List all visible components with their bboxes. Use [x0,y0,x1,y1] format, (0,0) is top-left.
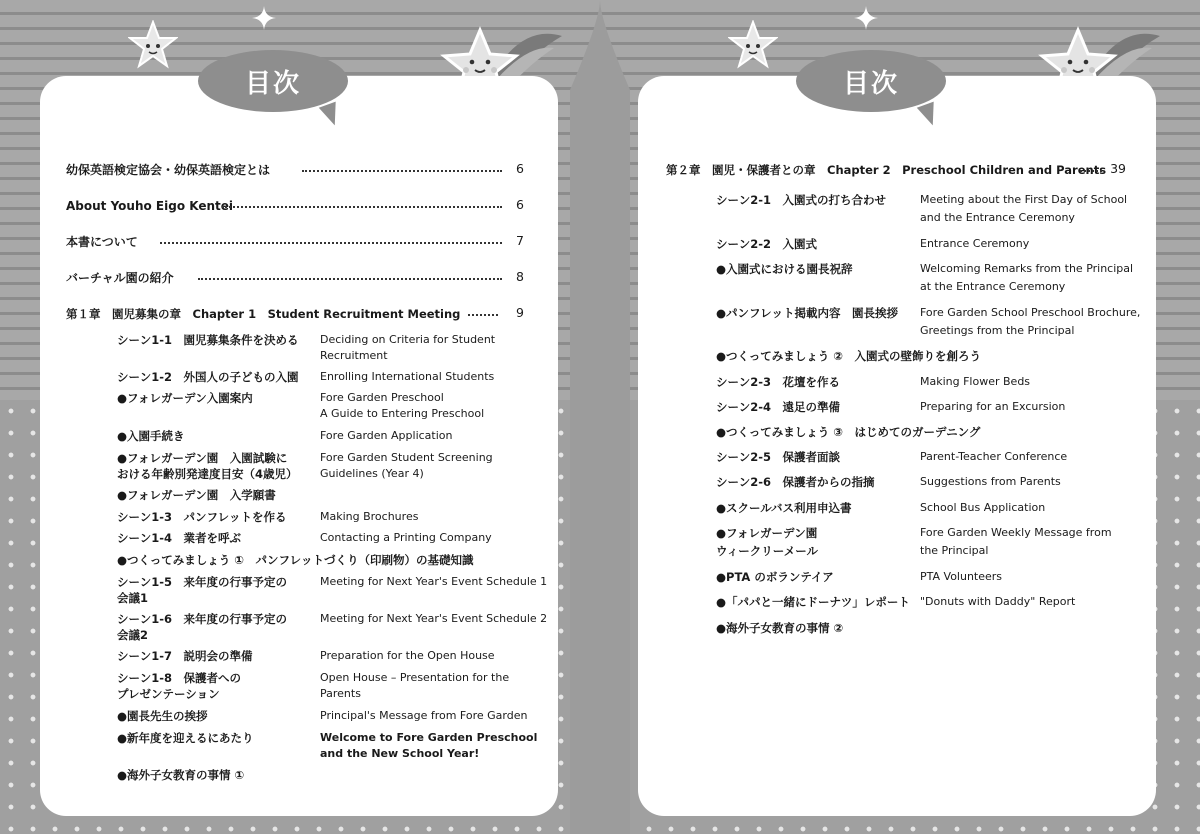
toc-item-en: Welcome to Fore Garden Preschool [320,731,538,744]
page-number: 39 [1110,161,1126,176]
page-number: 6 [516,161,524,176]
toc-item-en: Suggestions from Parents [920,475,1061,488]
toc-item-ja: ●PTA のボランテイア [716,570,834,584]
toc-item-ja: シーン1-4 業者を呼ぶ [117,531,242,545]
toc-item-ja: シーン1-7 説明会の準備 [117,649,253,663]
toc-item-ja: ●入園手続き [117,429,185,443]
toc-item-ja: ウィークリーメール [716,544,819,558]
toc-item-en: Meeting for Next Year's Event Schedule 2 [320,612,548,625]
leader-dots [1080,170,1102,172]
leader-dots [468,314,498,316]
toc-item-en: Recruitment [320,349,388,362]
left-heading-bubble: 目次 [198,50,348,112]
toc-item-ja: ●つくってみましょう ② 入園式の壁飾りを創ろう [716,349,982,363]
page-number: 6 [516,197,524,212]
toc-item-ja: ●「パパと一緒にドーナツ」レポート [716,595,910,609]
toc-item-en: "Donuts with Daddy" Report [920,595,1076,608]
toc-item-ja: ●フォレガーデン園 入園試験に [117,451,288,465]
toc-item-ja: ●フォレガーデン入園案内 [117,391,253,405]
toc-item-ja: ●海外子女教育の事情 ② [716,621,844,635]
toc-item-ja: シーン2-1 入園式の打ち合わせ [716,193,887,207]
right-heading-bubble: 目次 [796,50,946,112]
toc-item-en: and the Entrance Ceremony [920,211,1075,224]
toc-item-en: Enrolling International Students [320,370,495,383]
toc-item-ja: おける年齢別発達度目安（4歳児） [117,467,298,481]
toc-item-ja: シーン1-8 保護者への [117,671,242,685]
toc-item-ja: シーン1-6 来年度の行事予定の [117,612,288,626]
center-tent-decoration [570,0,630,834]
page-number: 8 [516,269,524,284]
toc-item-ja: 会議2 [117,628,149,642]
sparkle-icon [252,6,276,30]
toc-item-ja: 会議1 [117,591,149,605]
toc-item-en: Making Flower Beds [920,375,1031,388]
toc-item-en: Preparing for an Excursion [920,400,1066,413]
toc-item-ja: ●園長先生の挨拶 [117,709,208,723]
toc-main-entry: 本書について [66,235,138,249]
toc-item-en: Contacting a Printing Company [320,531,492,544]
toc-item-ja: ●新年度を迎えるにあたり [117,731,254,745]
right-page-panel [638,76,1156,816]
small-star-character-icon [728,20,778,70]
toc-item-ja: ●つくってみましょう ① パンフレットづくり（印刷物）の基礎知識 [117,553,474,567]
toc-item-ja: シーン2-6 保護者からの指摘 [716,475,875,489]
left-page-panel [40,76,558,816]
leader-dots [222,206,502,208]
toc-main-entry: 幼保英語検定協会・幼保英語検定とは [66,163,271,177]
toc-item-en: and the New School Year! [320,747,480,760]
toc-item-ja: プレゼンテーション [117,687,220,701]
toc-item-ja: シーン1-1 園児募集条件を決める [117,333,299,347]
toc-item-ja: ●つくってみましょう ③ はじめてのガーデニング [716,425,981,439]
toc-item-en: the Principal [920,544,989,557]
toc-item-en: Parent-Teacher Conference [920,450,1068,463]
toc-item-ja: ●フォレガーデン園 [716,526,818,540]
toc-item-en: Open House – Presentation for the [320,671,510,684]
toc-item-ja: シーン2-3 花壇を作る [716,375,841,389]
toc-item-en: Making Brochures [320,510,419,523]
toc-item-ja: ●海外子女教育の事情 ① [117,768,245,782]
toc-main-entry: About Youho Eigo Kentei [66,199,233,213]
toc-item-en: Fore Garden Preschool [320,391,444,404]
toc-item-ja: ●パンフレット掲載内容 園長挨拶 [716,306,898,320]
toc-item-en: Greetings from the Principal [920,324,1075,337]
sparkle-icon [854,6,878,30]
toc-item-ja: ●スクールバス利用申込書 [716,501,852,515]
toc-item-en: Deciding on Criteria for Student [320,333,496,346]
page-number: 9 [516,305,524,320]
toc-item-en: School Bus Application [920,501,1046,514]
toc-item-en: Meeting for Next Year's Event Schedule 1 [320,575,548,588]
leader-dots [198,278,502,280]
toc-item-ja: シーン2-5 保護者面談 [716,450,841,464]
toc-item-en: Entrance Ceremony [920,237,1030,250]
toc-item-en: Principal's Message from Fore Garden [320,709,528,722]
leader-dots [302,170,502,172]
toc-item-en: Fore Garden Weekly Message from [920,526,1112,539]
toc-item-en: at the Entrance Ceremony [920,280,1066,293]
toc-item-en: Welcoming Remarks from the Principal [920,262,1134,275]
toc-item-ja: ●フォレガーデン園 入学願書 [117,488,276,502]
toc-item-ja: シーン1-5 来年度の行事予定の [117,575,288,589]
toc-item-en: A Guide to Entering Preschool [320,407,485,420]
toc-item-en: Parents [320,687,361,700]
toc-item-en: Preparation for the Open House [320,649,495,662]
toc-item-ja: ●入園式における園長祝辞 [716,262,853,276]
toc-item-en: Fore Garden Application [320,429,453,442]
toc-item-en: Meeting about the First Day of School [920,193,1128,206]
small-star-character-icon [128,20,178,70]
chapter-2-heading: 第２章 園児・保護者との章 Chapter 2 Preschool Children and Parents [666,163,1107,177]
toc-item-en: Guidelines (Year 4) [320,467,424,480]
page-number: 7 [516,233,524,248]
toc-item-ja: シーン1-3 パンフレットを作る [117,510,287,524]
toc-item-ja: シーン2-2 入園式 [716,237,818,251]
toc-item-en: Fore Garden School Preschool Brochure, [920,306,1141,319]
toc-item-ja: シーン2-4 遠足の準備 [716,400,841,414]
leader-dots [160,242,502,244]
toc-main-entry: バーチャル園の紹介 [66,271,174,285]
toc-item-ja: シーン1-2 外国人の子どもの入園 [117,370,299,384]
chapter-1-heading: 第１章 園児募集の章 Chapter 1 Student Recruitment Meeting [66,307,461,321]
toc-item-en: PTA Volunteers [920,570,1003,583]
toc-item-en: Fore Garden Student Screening [320,451,493,464]
